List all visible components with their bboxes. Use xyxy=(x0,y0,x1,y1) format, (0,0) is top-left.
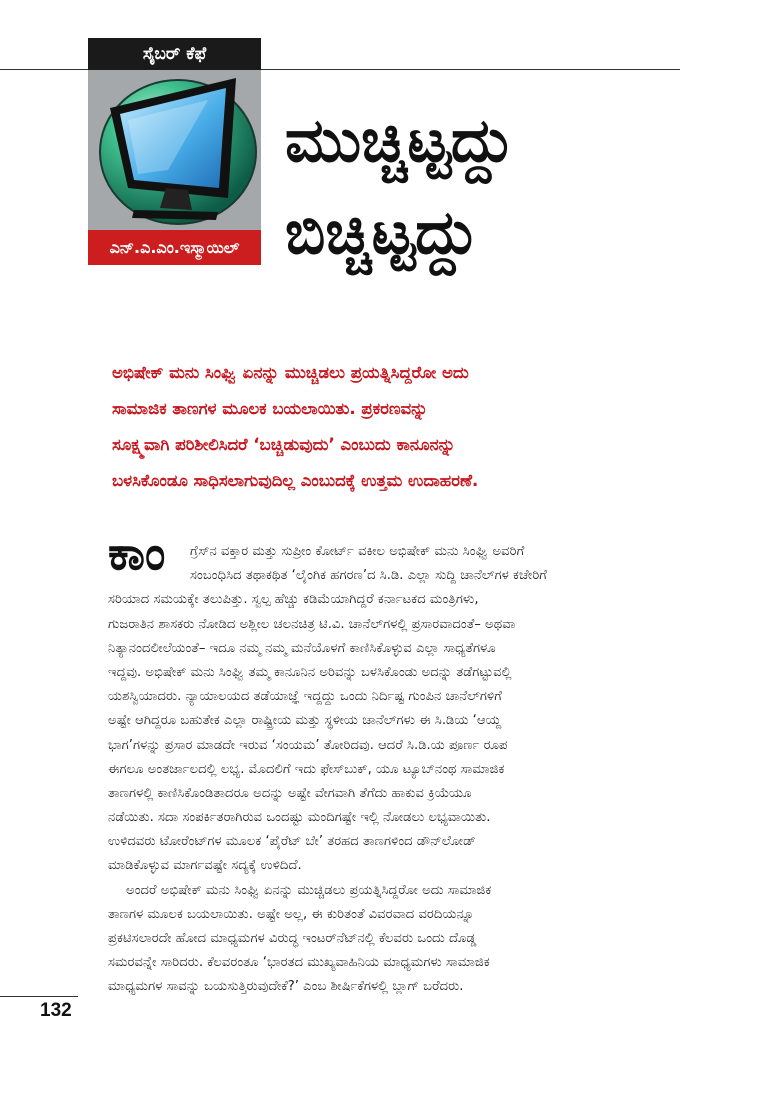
standfirst-line: ಸೂಕ್ಷ್ಮವಾಗಿ ಪರಿಶೀಲಿಸಿದರೆ ‘ಬಚ್ಚಿಡುವುದು’ ಎಂಬುದು ಕಾನೂನನ್ನು xyxy=(112,435,456,454)
body-line: ಸಮರವನ್ನೇ ಸಾರಿದರು. ಕೆಲವರಂತೂ ‘ಭಾರತದ ಮುಖ್ಯವಾಹಿನಿಯ ಮಾಧ್ಯಮಗಳು ಸಾಮಾಜಿಕ xyxy=(108,955,490,971)
standfirst-line: ಅಭಿಷೇಕ್ ಮನು ಸಿಂಘ್ವಿ ಏನನ್ನು ಮುಚ್ಚಿಡಲು ಪ್ರಯತ್ನಿಸಿದ್ದರೋ ಅದು xyxy=(112,363,469,382)
body-line: ಇದ್ದವು. ಅಭಿಷೇಕ್ ಮನು ಸಿಂಘ್ವಿ ತಮ್ಮ ಕಾನೂನಿನ ಅರಿವನ್ನು ಬಳಸಿಕೊಂಡು ಅದನ್ನು ತಡೆಗಟ್ಟುವಲ್ಲಿ xyxy=(108,664,512,680)
headline-line-2: ಬಿಚ್ಚಿಟ್ಟದ್ದು xyxy=(285,198,479,268)
body-line: ಸಂಬಂಧಿಸಿದ ತಥಾಕಥಿತ ‘ಲೈಂಗಿಕ ಹಗರಣ’ದ ಸಿ.ಡಿ. ಎಲ್ಲಾ ಸುದ್ದಿ ಚಾನೆಲ್‌ಗಳ ಕಚೇರಿಗೆ xyxy=(190,568,547,584)
page-number: 132 xyxy=(40,1000,72,1021)
column-label: ಸೈಬರ್ ಕೆಫೆ xyxy=(88,38,261,70)
body-line: ನಡೆಯಿತು. ಸದಾ ಸಂಪರ್ಕಿತರಾಗಿರುವ ಒಂದಷ್ಟು ಮಂದಿಗಷ್ಟೇ ಇಲ್ಲಿ ನೋಡಲು ಲಭ್ಯವಾಯಿತು. xyxy=(108,810,491,826)
standfirst-line: ಬಳಸಿಕೊಂಡೂ ಸಾಧಿಸಲಾಗುವುದಿಲ್ಲ ಎಂಬುದಕ್ಕೆ ಉತ್ತಮ ಉದಾಹರಣೆ. xyxy=(112,471,479,490)
body-line: ಯಶಸ್ವಿಯಾದರು. ನ್ಯಾಯಾಲಯದ ತಡೆಯಾಜ್ಞೆ ಇದ್ದದ್ದು ಒಂದು ನಿರ್ದಿಷ್ಟ ಗುಂಪಿನ ಚಾನೆಲ್‌ಗಳಿಗೆ xyxy=(108,689,502,705)
body-line: ಮಾಧ್ಯಮಗಳ ಸಾವನ್ನು ಬಯಸುತ್ತಿರುವುದೇಕೆ?’ ಎಂಬ ಶೀರ್ಷಿಕೆಗಳಲ್ಲಿ ಬ್ಲಾಗ್ ಬರೆದರು. xyxy=(108,979,464,995)
body-line: ಸರಿಯಾದ ಸಮಯಕ್ಕೇ ತಲುಪಿತ್ತು. ಸ್ವಲ್ಪ ಹೆಚ್ಚು ಕಡಿಮೆಯಾಗಿದ್ದರೆ ಕರ್ನಾಟಕದ ಮಂತ್ರಿಗಳು, xyxy=(108,592,479,608)
body-line: ಗುಜರಾತಿನ ಶಾಸಕರು ನೋಡಿದ ಅಶ್ಲೀಲ ಚಲನಚಿತ್ರ ಟಿ.ವಿ. ಚಾನೆಲ್‌ಗಳಲ್ಲಿ ಪ್ರಸಾರವಾದಂತೆ– ಅಥವಾ xyxy=(108,616,516,632)
body-line: ಭಾಗ’ಗಳನ್ನು ಪ್ರಸಾರ ಮಾಡದೇ ಇರುವ ‘ಸಂಯಮ’ ತೋರಿದವು. ಆದರೆ ಸಿ.ಡಿ.ಯ ಪೂರ್ಣ ರೂಪ xyxy=(108,737,508,753)
standfirst xyxy=(112,355,672,499)
body-line: ಗ್ರೆಸ್‌ನ ವಕ್ತಾರ ಮತ್ತು ಸುಪ್ರೀಂ ಕೋರ್ಟ್ ವಕೀಲ ಅಭಿಷೇಕ್ ಮನು ಸಿಂಘ್ವಿ ಅವರಿಗೆ xyxy=(190,544,525,559)
body-line: ತಾಣಗಳ ಮೂಲಕ ಬಯಲಾಯಿತು. ಅಷ್ಟೇ ಅಲ್ಲ, ಈ ಕುರಿತಂತೆ ವಿವರವಾದ ವರದಿಯನ್ನೂ xyxy=(108,906,475,922)
body-line: ಅಂದರೆ ಅಭಿಷೇಕ್ ಮನು ಸಿಂಘ್ವಿ ಏನನ್ನು ಮುಚ್ಚಿಡಲು ಪ್ರಯತ್ನಿಸಿದ್ದರೋ ಅದು ಸಾಮಾಜಿಕ xyxy=(126,882,492,898)
body-line: ಉಳಿದವರು ಟೋರೆಂಟ್‌ಗಳ ಮೂಲಕ ‘ಪೈರೆಟ್ ಬೇ’ ತರಹದ ತಾಣಗಳಿಂದ ಡೌನ್‌ಲೋಡ್ xyxy=(108,834,476,850)
computer-monitor-icon xyxy=(88,70,261,230)
headline-line-1: ಮುಚ್ಚಿಟ್ಟದ್ದು xyxy=(285,106,515,176)
body-line: ಈಗಲೂ ಅಂತರ್ಜಾಲದಲ್ಲಿ ಲಭ್ಯ. ಮೊದಲಿಗೆ ಇದು ಫೇಸ್‌ಬುಕ್, ಯೂ ಟ್ಯೂಬ್‌ನಂಥ ಸಾಮಾಜಿಕ xyxy=(108,761,505,777)
page-title xyxy=(285,95,745,279)
body-line: ಮಾಡಿಕೊಳ್ಳುವ ಮಾರ್ಗವಷ್ಟೇ ಸದ್ಯಕ್ಕೆ ಉಳಿದಿದೆ. xyxy=(108,858,302,874)
body-line: ಅಷ್ಟೇ ಆಗಿದ್ದರೂ ಬಹುತೇಕ ಎಲ್ಲಾ ರಾಷ್ಟ್ರೀಯ ಮತ್ತು ಸ್ಥಳೀಯ ಚಾನೆಲ್‌ಗಳು ಈ ಸಿ.ಡಿಯ ‘ಆಯ್ದ xyxy=(108,713,501,729)
standfirst-line: ಸಾಮಾಜಿಕ ತಾಣಗಳ ಮೂಲಕ ಬಯಲಾಯಿತು. ಪ್ರಕರಣವನ್ನು xyxy=(112,399,428,418)
author-name: ಎನ್.ಎ.ಎಂ.ಇಸ್ಮಾಯಿಲ್ xyxy=(88,230,261,265)
article-body xyxy=(108,540,678,1000)
footer-rule xyxy=(0,996,78,997)
body-line: ಪ್ರಕಟಿಸಲಾರದೇ ಹೋದ ಮಾಧ್ಯಮಗಳ ವಿರುದ್ಧ ಇಂಟರ್‌ನೆಟ್‌ನಲ್ಲಿ ಕೆಲವರು ಒಂದು ದೊಡ್ಡ xyxy=(108,931,477,946)
body-line: ನಿತ್ಯಾನಂದಲೀಲೆಯಂತೆ– ಇದೂ ನಮ್ಮ ನಮ್ಮ ಮನೆಯೊಳಗೆ ಕಾಣಿಸಿಕೊಳ್ಳುವ ಎಲ್ಲಾ ಸಾಧ್ಯತೆಗಳೂ xyxy=(108,640,496,656)
drop-cap: ಕಾಂ xyxy=(108,526,164,580)
body-line: ತಾಣಗಳಲ್ಲಿ ಕಾಣಿಸಿಕೊಂಡಿತಾದರೂ ಅದನ್ನು ಅಷ್ಟೇ ವೇಗವಾಗಿ ತೆಗೆದು ಹಾಕುವ ಕ್ರಿಯೆಯೂ xyxy=(108,785,472,801)
